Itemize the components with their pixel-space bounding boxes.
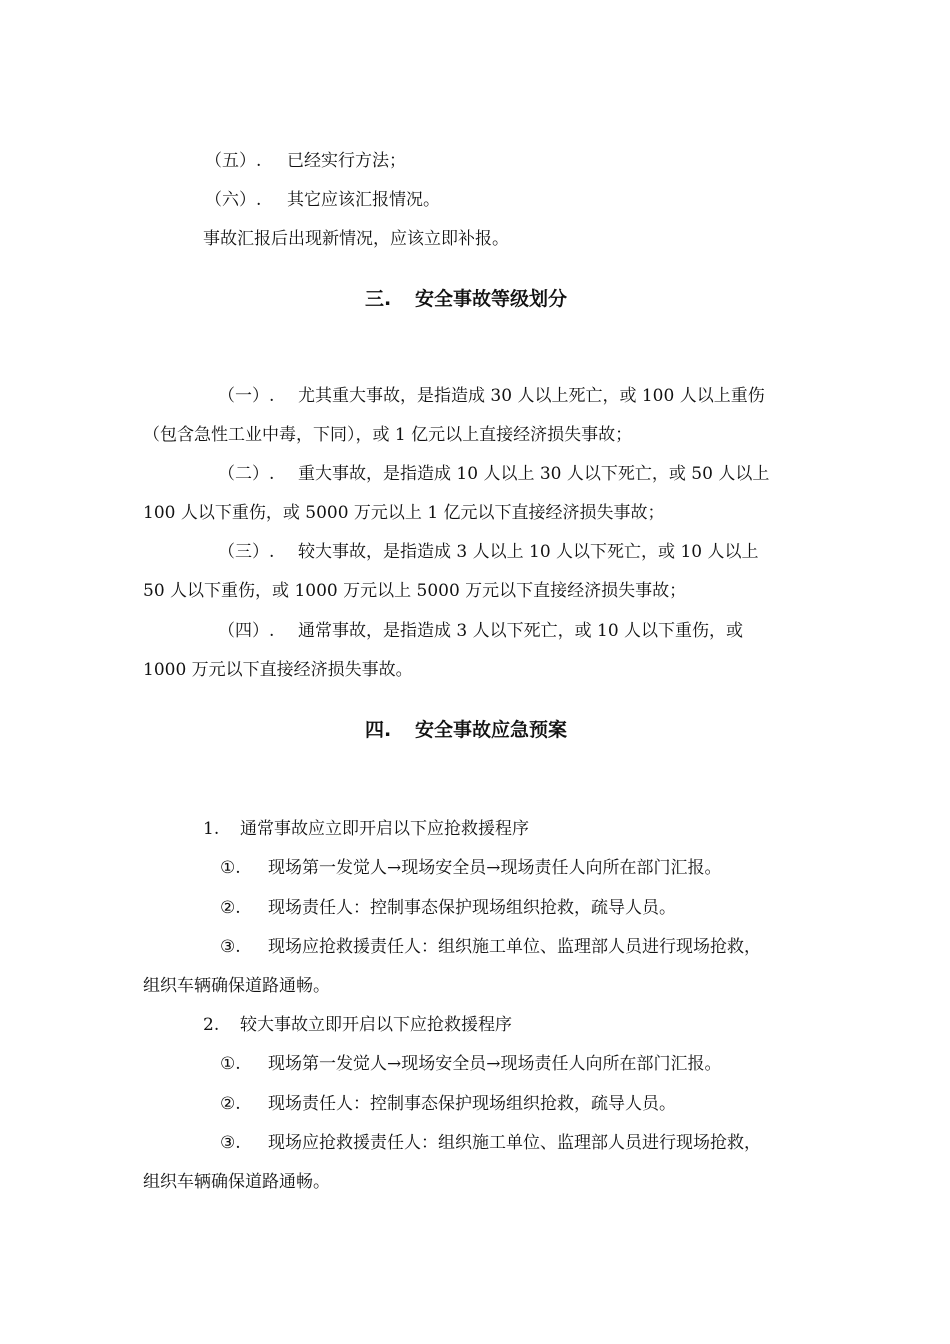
list-item	[218, 620, 743, 642]
item-continuation: 1000 万元以下直接经济损失事故。	[143, 660, 413, 680]
step-text: 现场应抢救援责任人：组织施工单位、监理部人员进行现场抢救，	[268, 937, 761, 957]
procedure-step	[220, 1132, 761, 1154]
item-text: 尤其重大事故，是指造成 30 人以上死亡，或 100 人以上重伤	[298, 386, 765, 406]
item-text: 已经实行方法；	[287, 151, 406, 171]
item-marker: （一）.	[218, 386, 275, 406]
procedure-step	[220, 936, 761, 958]
item-marker: （四）.	[218, 621, 275, 641]
step-text: 现场第一发觉人→现场安全员→现场责任人向所在部门汇报。	[268, 858, 722, 878]
item-text: 重大事故，是指造成 10 人以上 30 人以下死亡，或 50 人以上	[298, 464, 770, 484]
section-number: 三.	[365, 288, 392, 310]
list-item	[218, 385, 765, 407]
step-marker: ②.	[220, 1094, 241, 1114]
item-continuation: （包含急性工业中毒，下同），或 1 亿元以上直接经济损失事故；	[143, 425, 633, 445]
section-number: 四.	[365, 719, 392, 741]
item-text: 通常事故，是指造成 3 人以下死亡，或 10 人以下重伤，或	[298, 621, 744, 641]
step-text: 现场第一发觉人→现场安全员→现场责任人向所在部门汇报。	[268, 1054, 722, 1074]
procedure-step	[220, 897, 676, 919]
section-title: 安全事故应急预案	[415, 719, 568, 741]
list-item	[218, 541, 759, 563]
step-marker: ①.	[220, 1054, 241, 1074]
item-marker: （五）.	[205, 151, 262, 171]
item-marker: （六）.	[205, 190, 262, 210]
procedure-title	[203, 818, 529, 840]
procedure-step	[220, 1053, 722, 1075]
step-marker: ③.	[220, 1133, 241, 1153]
procedure-step	[220, 1093, 676, 1115]
item-marker: 2.	[203, 1015, 220, 1035]
step-text: 现场责任人：控制事态保护现场组织抢救，疏导人员。	[268, 898, 676, 918]
list-item	[205, 189, 440, 211]
list-item	[205, 150, 406, 172]
item-marker: （二）.	[218, 464, 275, 484]
section-heading	[365, 718, 567, 742]
item-marker: 1.	[203, 819, 220, 839]
item-continuation: 50 人以下重伤，或 1000 万元以上 5000 万元以下直接经济损失事故；	[143, 581, 687, 601]
step-text: 现场责任人：控制事态保护现场组织抢救，疏导人员。	[268, 1094, 676, 1114]
step-continuation: 组织车辆确保道路通畅。	[143, 976, 330, 996]
item-text: 通常事故应立即开启以下应抢救援程序	[240, 819, 529, 839]
procedure-step	[220, 857, 722, 879]
step-marker: ③.	[220, 937, 241, 957]
procedure-title	[203, 1014, 512, 1036]
paragraph-note: 事故汇报后出现新情况，应该立即补报。	[203, 229, 509, 249]
item-marker: （三）.	[218, 542, 275, 562]
step-marker: ②.	[220, 898, 241, 918]
step-continuation: 组织车辆确保道路通畅。	[143, 1172, 330, 1192]
item-text: 较大事故，是指造成 3 人以上 10 人以下死亡，或 10 人以上	[298, 542, 759, 562]
list-item	[218, 463, 769, 485]
item-text: 其它应该汇报情况。	[287, 190, 440, 210]
section-title: 安全事故等级划分	[415, 288, 568, 310]
step-marker: ①.	[220, 858, 241, 878]
item-text: 较大事故立即开启以下应抢救援程序	[240, 1015, 512, 1035]
step-text: 现场应抢救援责任人：组织施工单位、监理部人员进行现场抢救，	[268, 1133, 761, 1153]
item-continuation: 100 人以下重伤，或 5000 万元以上 1 亿元以下直接经济损失事故；	[143, 503, 665, 523]
section-heading	[365, 287, 567, 311]
